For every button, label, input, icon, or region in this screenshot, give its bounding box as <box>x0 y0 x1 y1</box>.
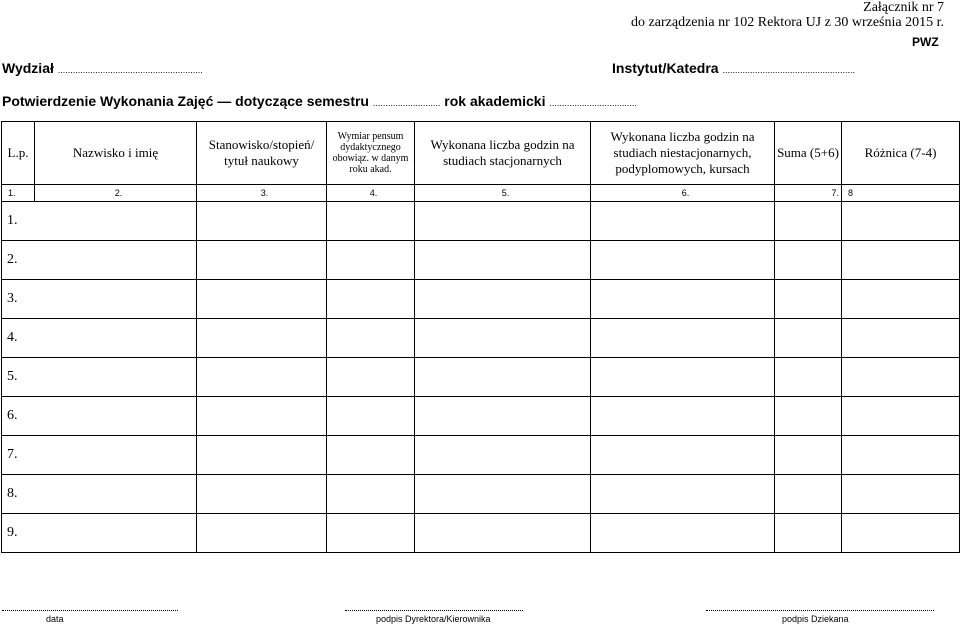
table-cell[interactable] <box>591 514 775 553</box>
table-cell[interactable] <box>197 397 327 436</box>
table-cell[interactable] <box>591 397 775 436</box>
col-difference: Różnica (7-4) <box>842 122 960 185</box>
table-cell[interactable] <box>197 436 327 475</box>
row-number: 5. <box>2 358 197 397</box>
table-cell[interactable] <box>842 514 960 553</box>
table-cell[interactable] <box>415 475 591 514</box>
table-row <box>2 397 960 436</box>
signature-line-director <box>345 610 523 611</box>
table-cell[interactable] <box>327 514 415 553</box>
institute-dots: ..................................................... <box>722 65 855 75</box>
col-sum: Suma (5+6) <box>775 122 842 185</box>
institute-field <box>612 60 855 76</box>
signature-line-dean <box>706 610 934 611</box>
table-cell[interactable] <box>775 319 842 358</box>
annex-note <box>631 0 944 30</box>
table-cell[interactable] <box>842 436 960 475</box>
table-cell[interactable] <box>415 397 591 436</box>
table-cell[interactable] <box>415 514 591 553</box>
table-cell[interactable] <box>591 319 775 358</box>
col-lp: L.p. <box>2 122 35 185</box>
table-cell[interactable] <box>591 358 775 397</box>
column-number-row <box>2 185 960 202</box>
table-cell[interactable] <box>197 475 327 514</box>
document-title <box>2 93 637 109</box>
row-number: 6. <box>2 397 197 436</box>
table-cell[interactable] <box>775 475 842 514</box>
signature-date-label: data <box>46 614 64 624</box>
table-cell[interactable] <box>327 241 415 280</box>
table-cell[interactable] <box>842 202 960 241</box>
colnum-7: 7. <box>831 188 839 198</box>
table-cell[interactable] <box>197 280 327 319</box>
table-cell[interactable] <box>591 436 775 475</box>
title-dots-semester: ........................... <box>372 98 441 108</box>
pwz-code: PWZ <box>912 35 939 49</box>
table-row <box>2 514 960 553</box>
table-cell[interactable] <box>842 475 960 514</box>
table-row <box>2 358 960 397</box>
table-cell[interactable] <box>775 280 842 319</box>
title-main: Potwierdzenie Wykonania Zajęć — dotyczące semestru <box>2 93 369 109</box>
faculty-label: Wydział <box>2 60 54 76</box>
title-rok: rok akademicki <box>444 93 546 109</box>
title-dots-year: ................................... <box>549 98 637 108</box>
table-cell[interactable] <box>327 436 415 475</box>
table-cell[interactable] <box>197 202 327 241</box>
table-cell[interactable] <box>842 280 960 319</box>
row-number: 7. <box>2 436 197 475</box>
row-number: 3. <box>2 280 197 319</box>
table-cell[interactable] <box>327 319 415 358</box>
table-cell[interactable] <box>842 358 960 397</box>
table-cell[interactable] <box>327 280 415 319</box>
table-cell[interactable] <box>415 202 591 241</box>
table-cell[interactable] <box>197 514 327 553</box>
faculty-dots: .......................................................... <box>57 65 203 75</box>
annex-line2: do zarządzenia nr 102 Rektora UJ z 30 września 2015 r. <box>631 15 944 30</box>
row-number: 9. <box>2 514 197 553</box>
table-cell[interactable] <box>591 475 775 514</box>
table-cell[interactable] <box>415 280 591 319</box>
table-cell[interactable] <box>775 202 842 241</box>
faculty-field <box>2 60 203 76</box>
col-nonstationary: Wykonana liczba godzin na studiach niestacjonarnych, podyplomowych, kursach <box>591 122 775 185</box>
table-cell[interactable] <box>591 280 775 319</box>
table-cell[interactable] <box>842 241 960 280</box>
colnum-5: 5. <box>501 188 510 198</box>
table-cell[interactable] <box>842 319 960 358</box>
colnum-2: 2. <box>114 188 123 198</box>
table-cell[interactable] <box>415 241 591 280</box>
table-row <box>2 202 960 241</box>
table-row <box>2 280 960 319</box>
table-cell[interactable] <box>327 358 415 397</box>
signature-dean-label: podpis Dziekana <box>782 614 849 624</box>
col-name: Nazwisko i imię <box>35 122 197 185</box>
col-stationary: Wykonana liczba godzin na studiach stacjonarnych <box>415 122 591 185</box>
table-cell[interactable] <box>591 241 775 280</box>
table-cell[interactable] <box>775 241 842 280</box>
table-header-row <box>2 122 960 185</box>
table-row <box>2 319 960 358</box>
hours-table <box>1 121 960 553</box>
table-row <box>2 475 960 514</box>
row-number: 8. <box>2 475 197 514</box>
table-row <box>2 436 960 475</box>
table-cell[interactable] <box>775 358 842 397</box>
table-row <box>2 241 960 280</box>
signature-director-label: podpis Dyrektora/Kierownika <box>376 614 491 624</box>
table-cell[interactable] <box>327 475 415 514</box>
table-cell[interactable] <box>415 358 591 397</box>
table-cell[interactable] <box>775 514 842 553</box>
colnum-6: 6. <box>681 188 690 198</box>
colnum-4: 4. <box>369 188 378 198</box>
institute-label: Instytut/Katedra <box>612 60 719 76</box>
table-cell[interactable] <box>197 241 327 280</box>
row-number: 2. <box>2 241 197 280</box>
annex-line1: Załącznik nr 7 <box>863 0 944 15</box>
table-cell[interactable] <box>327 202 415 241</box>
colnum-8: 8 <box>848 188 854 198</box>
table-cell[interactable] <box>415 436 591 475</box>
colnum-1: 1. <box>8 188 16 198</box>
row-number: 1. <box>2 202 197 241</box>
table-cell[interactable] <box>197 319 327 358</box>
col-pensum: Wymiar pensum dydaktycznego obowiąz. w danym roku akad. <box>327 122 415 185</box>
table-cell[interactable] <box>197 358 327 397</box>
signature-line-date <box>2 610 178 611</box>
table-cell[interactable] <box>842 397 960 436</box>
colnum-3: 3. <box>260 188 269 198</box>
row-number: 4. <box>2 319 197 358</box>
table-cell[interactable] <box>415 319 591 358</box>
table-cell[interactable] <box>775 397 842 436</box>
col-position: Stanowisko/stopień/ tytuł naukowy <box>197 122 327 185</box>
table-cell[interactable] <box>327 397 415 436</box>
table-cell[interactable] <box>591 202 775 241</box>
table-cell[interactable] <box>775 436 842 475</box>
